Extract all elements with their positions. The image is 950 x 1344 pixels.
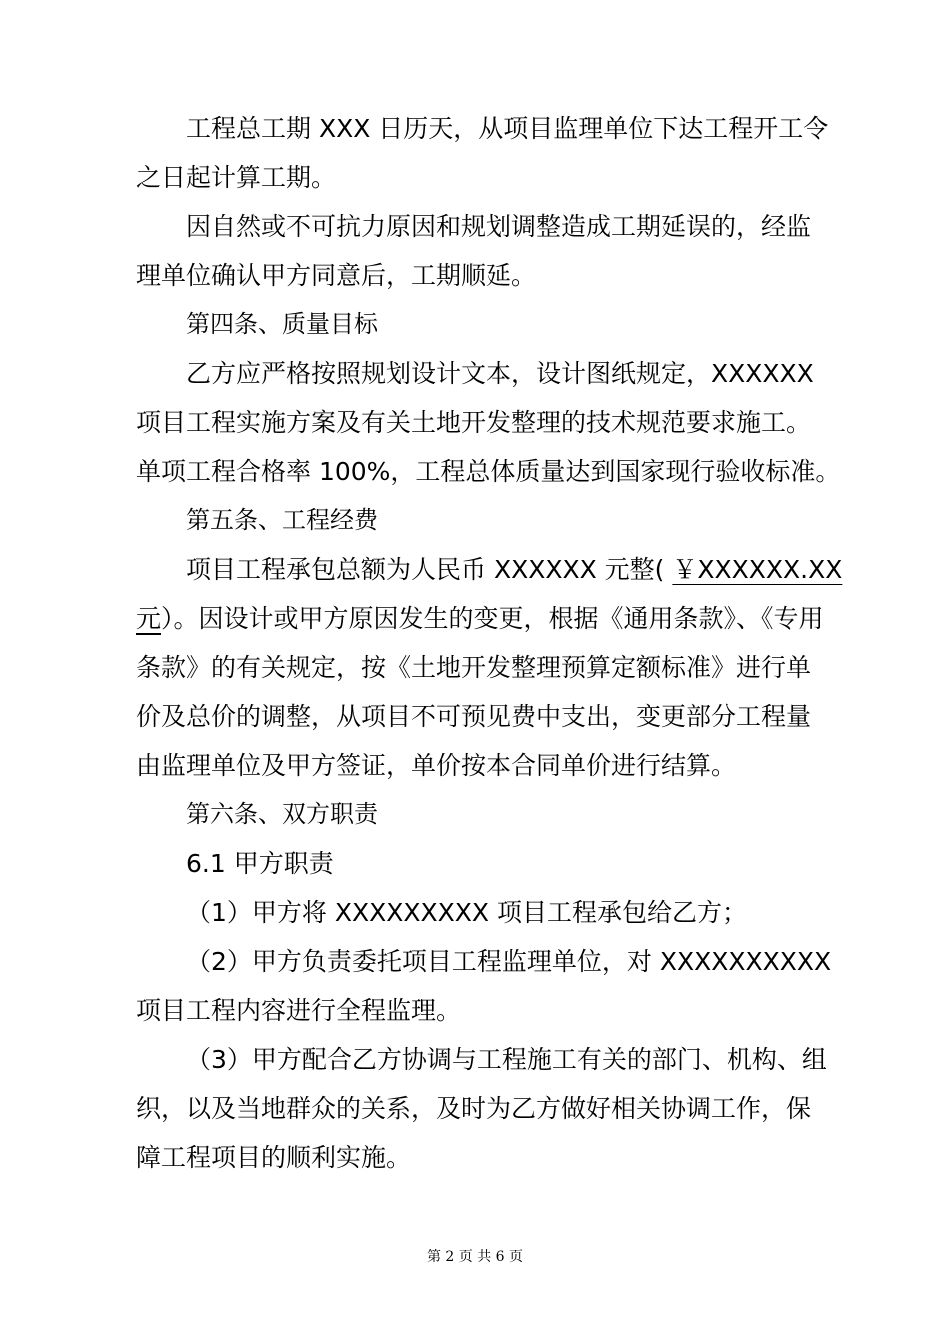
document-body [136,104,843,1182]
paragraph-line-amount [136,545,843,594]
paragraph-line: 理单位确认甲方同意后，工期顺延。 [136,261,537,290]
list-item: （3）甲方配合乙方协调与工程施工有关的部门、机构、组 [186,1045,827,1074]
section-heading-quality: 第四条、质量目标 [186,310,378,338]
paragraph-line: 条款》的有关规定，按《土地开发整理预算定额标准》进行单 [136,653,812,682]
paragraph-line: 织，以及当地群众的关系，及时为乙方做好相关协调工作，保 [136,1094,812,1123]
paragraph-line: 之日起计算工期。 [136,163,337,192]
page-number-footer: 第 2 页 共 6 页 [426,1249,524,1265]
list-item: （2）甲方负责委托项目工程监理单位，对 XXXXXXXXXX [186,947,832,976]
amount-figure: ￥XXXXXX.XX [672,555,843,584]
paragraph-line [136,594,840,643]
paragraph-line: 项目工程内容进行全程监理。 [136,996,462,1025]
list-item: （1）甲方将 XXXXXXXXX 项目工程承包给乙方； [186,898,747,927]
amount-unit: 元 [136,604,162,633]
paragraph-line: 项目工程实施方案及有关土地开发整理的技术规范要求施工。 [136,408,812,437]
paragraph-line: 乙方应严格按照规划设计文本，设计图纸规定，XXXXXX [186,359,814,388]
paragraph-line: 由监理单位及甲方签证，单价按本合同单价进行结算。 [136,751,737,780]
section-heading-duties: 第六条、双方职责 [186,800,378,828]
paragraph-line: 因自然或不可抗力原因和规划调整造成工期延误的，经监 [186,212,812,241]
section-heading-funding: 第五条、工程经费 [186,506,378,534]
paragraph-text: ）。因设计或甲方原因发生的变更，根据《通用条款》、《专用 [161,604,824,633]
paragraph-line: 单项工程合格率 100%，工程总体质量达到国家现行验收标准。 [136,457,841,486]
paragraph-line: 价及总价的调整，从项目不可预见费中支出，变更部分工程量 [136,702,812,731]
amount-text: 项目工程承包总额为人民币 XXXXXX 元整( [186,555,665,584]
paragraph-line: 障工程项目的顺利实施。 [136,1143,412,1172]
paragraph-line: 工程总工期 XXX 日历天，从项目监理单位下达工程开工令 [186,114,829,143]
subsection-heading: 6.1 甲方职责 [186,849,334,878]
